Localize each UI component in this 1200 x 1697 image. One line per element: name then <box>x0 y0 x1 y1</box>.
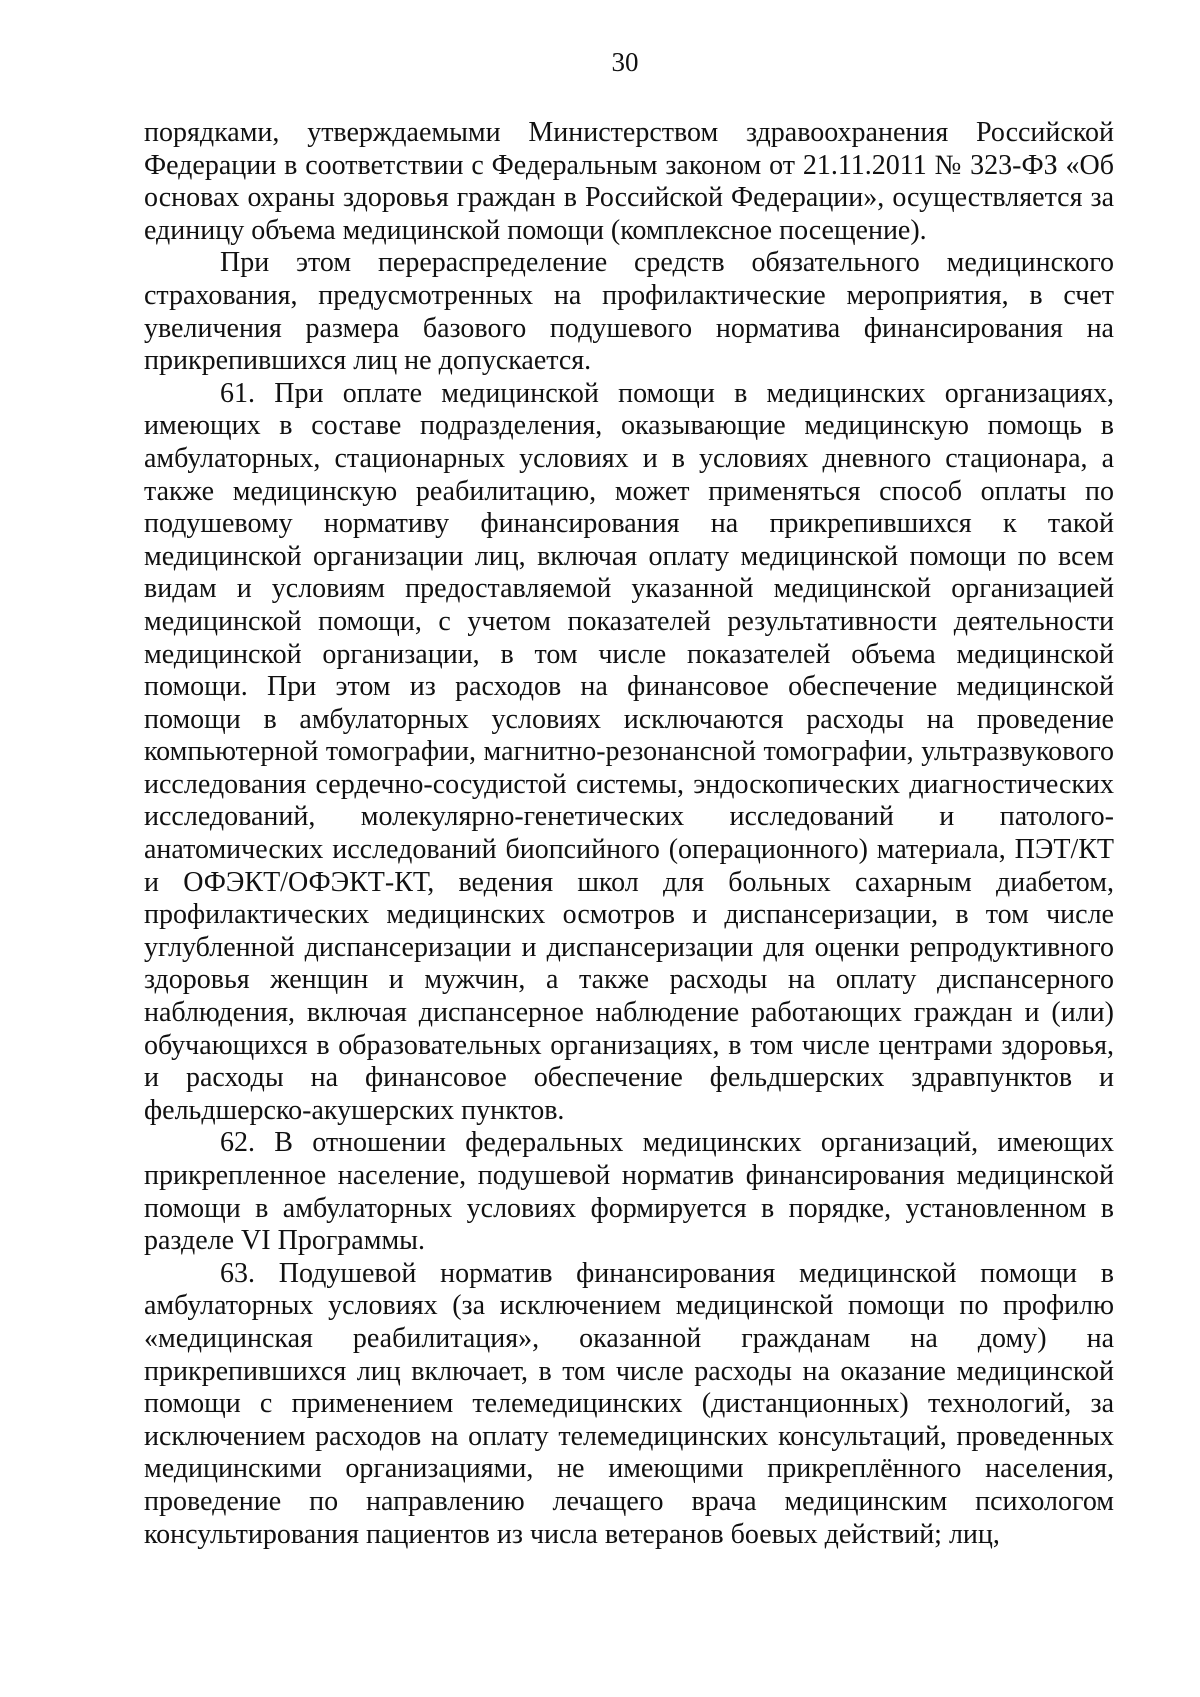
paragraph-62: 62. В отношении федеральных медицинских организаций, имеющих прикрепленное население, подушевой норматив финансирования медицинской помощи в амбулаторных условиях формируется в порядке, установленном в разделе VI Программы. <box>144 1127 1114 1257</box>
paragraph-continuation: порядками, утверждаемыми Министерством здравоохранения Российской Федерации в соответствии с Федеральным законом от 21.11.2011 № 323-ФЗ «Об основах охраны здоровья граждан в Российской Федерации», осуществляется за единицу объема медицинской помощи (комплексное посещение). <box>144 117 1114 246</box>
paragraph-redistribution: При этом перераспределение средств обязательного медицинского страхования, предусмотренных на профилактические мероприятия, в счет увеличения размера базового подушевого норматива финансирования на прикрепившихся лиц не допускается. <box>144 247 1114 377</box>
page-number: 30 <box>611 47 639 77</box>
paragraph-61: 61. При оплате медицинской помощи в медицинских организациях, имеющих в составе подразделения, оказывающие медицинскую помощь в амбулаторных, стационарных условиях и в условиях дневного стационара, а также медицинскую реабилитацию, может применяться способ оплаты по подушевому нормативу финансирования на прикрепившихся к такой медицинской организации лиц, включая оплату медицинской помощи по всем видам и условиям предоставляемой указанной медицинской организацией медицинской помощи, с учетом показателей результативности деятельности медицинской организации, в том числе показателей объема медицинской помощи. При этом из расходов на финансовое обеспечение медицинской помощи в амбулаторных условиях исключаются расходы на проведение компьютерной томографии, магнитно-резонансной томографии, ультразвукового исследования сердечно-сосудистой системы, эндоскопических диагностических исследований, молекулярно-генетических исследований и патолого-анатомических исследований биопсийного (операционного) материала, ПЭТ/КТ и ОФЭКТ/ОФЭКТ-КТ, ведения школ для больных сахарным диабетом, профилактических медицинских осмотров и диспансеризации, в том числе углубленной диспансеризации и диспансеризации для оценки репродуктивного здоровья женщин и мужчин, а также расходы на оплату диспансерного наблюдения, включая диспансерное наблюдение работающих граждан и (или) обучающихся в образовательных организациях, в том числе центрами здоровья, и расходы на финансовое обеспечение фельдшерских здравпунктов и фельдшерско-акушерских пунктов. <box>144 377 1114 1126</box>
document-body <box>144 117 1114 1551</box>
paragraph-63: 63. Подушевой норматив финансирования медицинской помощи в амбулаторных условиях (за исключением медицинской помощи по профилю «медицинская реабилитация», оказанной гражданам на дому) на прикрепившихся лиц включает, в том числе расходы на оказание медицинской помощи с применением телемедицинских (дистанционных) технологий, за исключением расходов на оплату телемедицинских консультаций, проведенных медицинскими организациями, не имеющими прикреплённого населения, проведение по направлению лечащего врача медицинским психологом консультирования пациентов из числа ветеранов боевых действий; лиц, <box>144 1257 1114 1550</box>
